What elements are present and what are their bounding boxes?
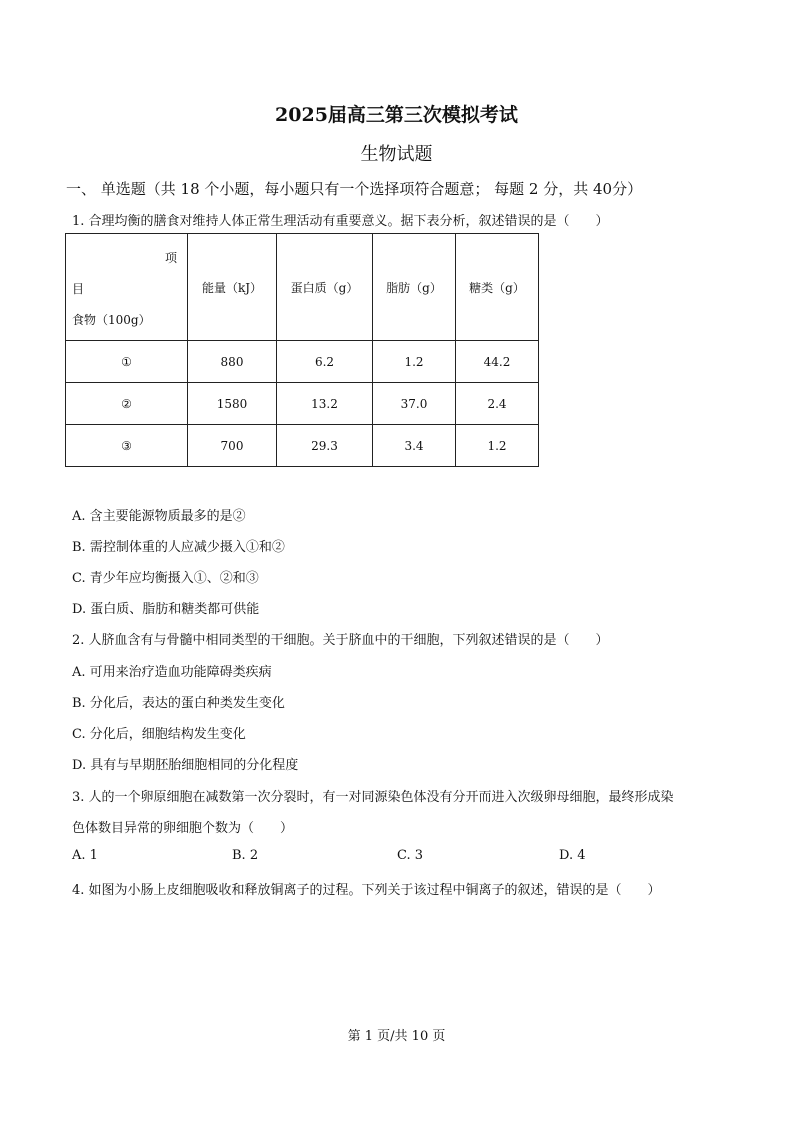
- row-label: ③: [66, 425, 188, 467]
- table-row: [66, 341, 539, 383]
- cell-protein: 6.2: [277, 341, 373, 383]
- q2-stem: 2. 人脐血含有与骨髓中相同类型的干细胞。关于脐血中的干细胞，下列叙述错误的是（ ）: [72, 633, 609, 648]
- q2-option-b: B. 分化后，表达的蛋白种类发生变化: [72, 696, 285, 711]
- cell-energy: 1580: [188, 383, 277, 425]
- q2-option-a: A. 可用来治疗造血功能障碍类疾病: [72, 665, 272, 680]
- cell-fat: 37.0: [373, 383, 456, 425]
- col-header-carbs: 糖类（g）: [456, 234, 539, 341]
- corner-label-mu: 目: [72, 282, 85, 296]
- table-row: [66, 425, 539, 467]
- col-header-protein: 蛋白质（g）: [277, 234, 373, 341]
- q3-option-c: C. 3: [397, 848, 424, 863]
- nutrition-table: [65, 233, 539, 467]
- exam-title: 2025届高三第三次模拟考试: [275, 104, 518, 126]
- cell-energy: 880: [188, 341, 277, 383]
- q3-option-b: B. 2: [232, 848, 259, 863]
- exam-subtitle: 生物试题: [360, 144, 433, 165]
- q3-option-d: D. 4: [559, 848, 586, 863]
- section-heading: 一、 单选题（共 18 个小题，每小题只有一个选择项符合题意； 每题 2 分，共 40分）: [66, 180, 643, 198]
- col-header-energy: 能量（kJ）: [188, 234, 277, 341]
- page-footer: 第 1 页/共 10 页: [347, 1029, 446, 1044]
- corner-label-food: 食物（100g）: [72, 313, 151, 327]
- q1-stem: 1. 合理均衡的膳食对维持人体正常生理活动有重要意义。据下表分析，叙述错误的是（ ）: [72, 214, 609, 229]
- row-label: ②: [66, 383, 188, 425]
- q1-option-a: A. 含主要能源物质最多的是②: [72, 509, 246, 524]
- cell-carbs: 2.4: [456, 383, 539, 425]
- q3-stem-line1: 3. 人的一个卵原细胞在减数第一次分裂时，有一对同源染色体没有分开而进入次级卵母细胞，最终形成染: [72, 790, 674, 805]
- corner-label-item: 项: [164, 251, 177, 265]
- q1-option-b: B. 需控制体重的人应减少摄入①和②: [72, 540, 285, 555]
- cell-protein: 29.3: [277, 425, 373, 467]
- col-header-fat: 脂肪（g）: [373, 234, 456, 341]
- q1-option-d: D. 蛋白质、脂肪和糖类都可供能: [72, 602, 260, 617]
- q1-option-c: C. 青少年应均衡摄入①、②和③: [72, 571, 259, 586]
- q3-stem-line2: 色体数目异常的卵细胞个数为（ ）: [72, 821, 294, 836]
- q3-option-a: A. 1: [72, 848, 98, 863]
- q2-option-d: D. 具有与早期胚胎细胞相同的分化程度: [72, 758, 299, 773]
- table-header-row: [66, 234, 539, 341]
- cell-fat: 1.2: [373, 341, 456, 383]
- q4-stem: 4. 如图为小肠上皮细胞吸收和释放铜离子的过程。下列关于该过程中铜离子的叙述，错误的是（ ）: [72, 883, 661, 898]
- row-label: ①: [66, 341, 188, 383]
- cell-carbs: 1.2: [456, 425, 539, 467]
- cell-fat: 3.4: [373, 425, 456, 467]
- table-row: [66, 383, 539, 425]
- cell-carbs: 44.2: [456, 341, 539, 383]
- cell-protein: 13.2: [277, 383, 373, 425]
- cell-energy: 700: [188, 425, 277, 467]
- table-corner-cell: [66, 234, 188, 341]
- q2-option-c: C. 分化后，细胞结构发生变化: [72, 727, 246, 742]
